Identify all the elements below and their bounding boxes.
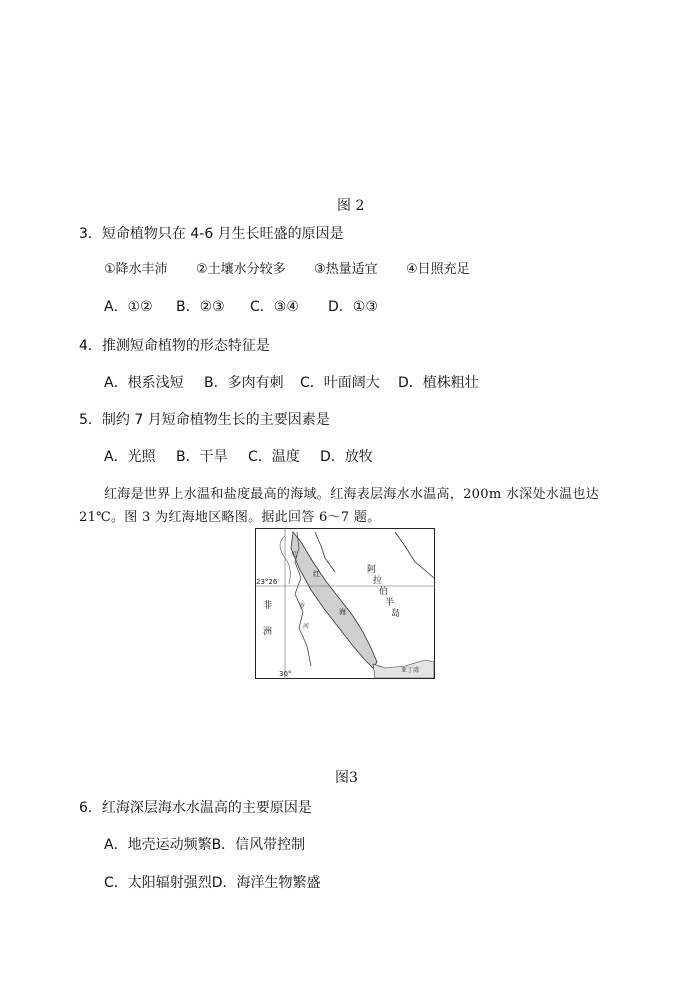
longitude-label: 30°: [279, 670, 292, 678]
q5-option-a: A．光照: [104, 449, 156, 465]
nile-label-3: 河: [303, 623, 310, 630]
arabia-label-5: 岛: [391, 609, 401, 619]
question-3-items: [104, 261, 470, 279]
passage-line-1: 红海是世界上水温和盐度最高的海域。红海表层海水水温高，200m 水深处水温也达: [104, 487, 599, 502]
q6-option-d: D．海洋生物繁盛: [211, 875, 321, 891]
q6-option-c: C．太阳辐射强烈: [104, 875, 212, 891]
q3-item-1: ①降水丰沛: [104, 262, 168, 277]
africa-label-2: 洲: [263, 627, 273, 637]
question-6-stem: 6．红海深层海水水温高的主要原因是: [79, 800, 312, 816]
q4-option-b: B．多肉有刺: [204, 375, 284, 391]
red-sea-label-2: 海: [339, 608, 346, 616]
aden-label: 亚丁湾: [401, 667, 420, 674]
passage-line-2: 21℃。图 3 为红海地区略图。据此回答 6～7 题。: [79, 510, 381, 525]
q3-option-b: B．②③: [176, 299, 225, 315]
question-5-stem: 5．制约 7 月短命植物生长的主要因素是: [79, 412, 330, 428]
question-5-options: [104, 448, 373, 466]
question-4-stem: 4．推测短命植物的形态特征是: [79, 338, 270, 354]
q4-option-a: A．根系浅短: [104, 375, 184, 391]
q4-option-c: C．叶面阔大: [300, 375, 380, 391]
q4-option-d: D．植株粗壮: [398, 375, 479, 391]
red-sea-label-1: 红: [313, 570, 320, 578]
arabia-label-4: 半: [385, 598, 395, 608]
figure-3-caption: 图3: [335, 770, 358, 786]
arabia-label-2: 拉: [373, 576, 383, 586]
latitude-label: 23°26′: [256, 578, 279, 586]
question-4-options: [104, 374, 479, 392]
question-3-options: [104, 298, 378, 316]
question-6-row-2: [104, 874, 321, 892]
africa-label-1: 非: [263, 601, 273, 611]
q6-option-b: B．信风带控制: [211, 837, 306, 853]
q5-option-b: B．干旱: [176, 449, 228, 465]
q3-item-2: ②土壤水分较多: [196, 262, 286, 277]
q3-option-a: A．①②: [104, 299, 153, 315]
figure-2-caption: 图 2: [337, 198, 365, 214]
q6-option-a: A．地壳运动频繁: [104, 837, 212, 853]
question-6-row-1: [104, 836, 305, 854]
q5-option-d: D．放牧: [320, 449, 373, 465]
nile-label-2: 罗: [299, 603, 306, 610]
arabia-label-1: 阿: [367, 565, 377, 575]
q5-option-c: C．温度: [248, 449, 300, 465]
q3-option-d: D．①③: [328, 299, 378, 315]
red-sea-map: [255, 528, 435, 679]
q3-item-4: ④日照充足: [406, 262, 470, 277]
question-3-stem: 3．短命植物只在 4-6 月生长旺盛的原因是: [79, 226, 344, 242]
q3-option-c: C．③④: [250, 299, 299, 315]
q3-item-3: ③热量适宜: [314, 262, 378, 277]
arabia-label-3: 伯: [379, 587, 389, 597]
nile-label-1: 尼: [291, 551, 298, 558]
